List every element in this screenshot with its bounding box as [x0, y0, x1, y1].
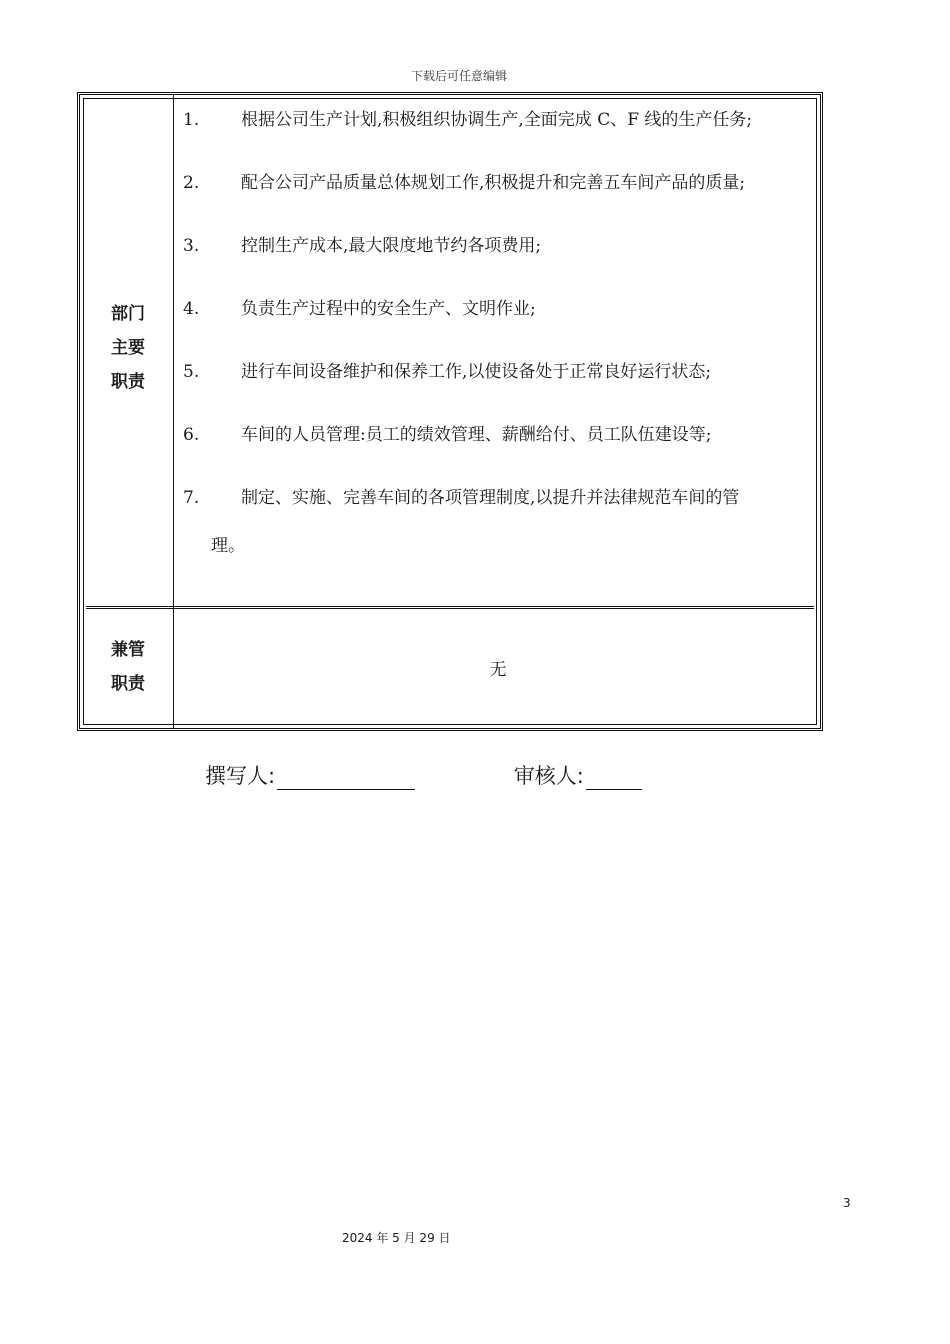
duty-number: 1. [183, 110, 200, 130]
duty-item [183, 486, 823, 586]
duty-number: 5. [183, 362, 200, 382]
duty-number: 4. [183, 299, 200, 319]
duty-number: 2. [183, 173, 200, 193]
duty-number: 3. [183, 236, 200, 256]
writer-label: 撰写人: [205, 764, 276, 788]
extra-duties-value: 无 [489, 660, 507, 680]
footer-date: 2024 年 5 月 29 日 [342, 1231, 451, 1245]
header-note: 下载后可任意编辑 [410, 69, 507, 83]
duty-item [183, 171, 823, 234]
duty-text: 控制生产成本,最大限度地节约各项费用; [241, 236, 542, 256]
page-number: 3 [843, 1196, 851, 1210]
duty-text-continuation: 理。 [211, 536, 245, 556]
duty-number: 7. [183, 488, 200, 508]
duty-item [183, 297, 823, 360]
duty-item [183, 360, 823, 423]
duty-text: 负责生产过程中的安全生产、文明作业; [241, 299, 536, 319]
main-duties-label-line: 职责 [111, 372, 145, 392]
main-duties-list [183, 108, 823, 586]
duty-text: 制定、实施、完善车间的各项管理制度,以提升并法律规范车间的管 [241, 488, 740, 508]
duty-text: 车间的人员管理:员工的绩效管理、薪酬给付、员工队伍建设等; [241, 425, 712, 445]
duties-table [77, 92, 823, 731]
duty-text: 配合公司产品质量总体规划工作,积极提升和完善五车间产品的质量; [241, 173, 746, 193]
row-divider [86, 606, 814, 609]
main-duties-label-line: 主要 [111, 338, 145, 358]
reviewer-signature-line [586, 767, 642, 790]
main-duties-label-line: 部门 [111, 304, 145, 324]
duty-text: 根据公司生产计划,积极组织协调生产,全面完成 C、F 线的生产任务; [241, 110, 753, 130]
duty-item [183, 234, 823, 297]
duty-number: 6. [183, 425, 200, 445]
duty-item [183, 423, 823, 486]
duty-text: 进行车间设备维护和保养工作,以使设备处于正常良好运行状态; [241, 362, 712, 382]
extra-duties-label-line: 职责 [111, 674, 145, 694]
extra-duties-label [80, 633, 176, 701]
writer-signature-line [277, 767, 415, 790]
reviewer-label: 审核人: [513, 764, 584, 788]
signature-row [205, 760, 642, 790]
duty-item [183, 108, 823, 171]
main-duties-label [80, 297, 176, 399]
extra-duties-label-line: 兼管 [111, 640, 145, 660]
